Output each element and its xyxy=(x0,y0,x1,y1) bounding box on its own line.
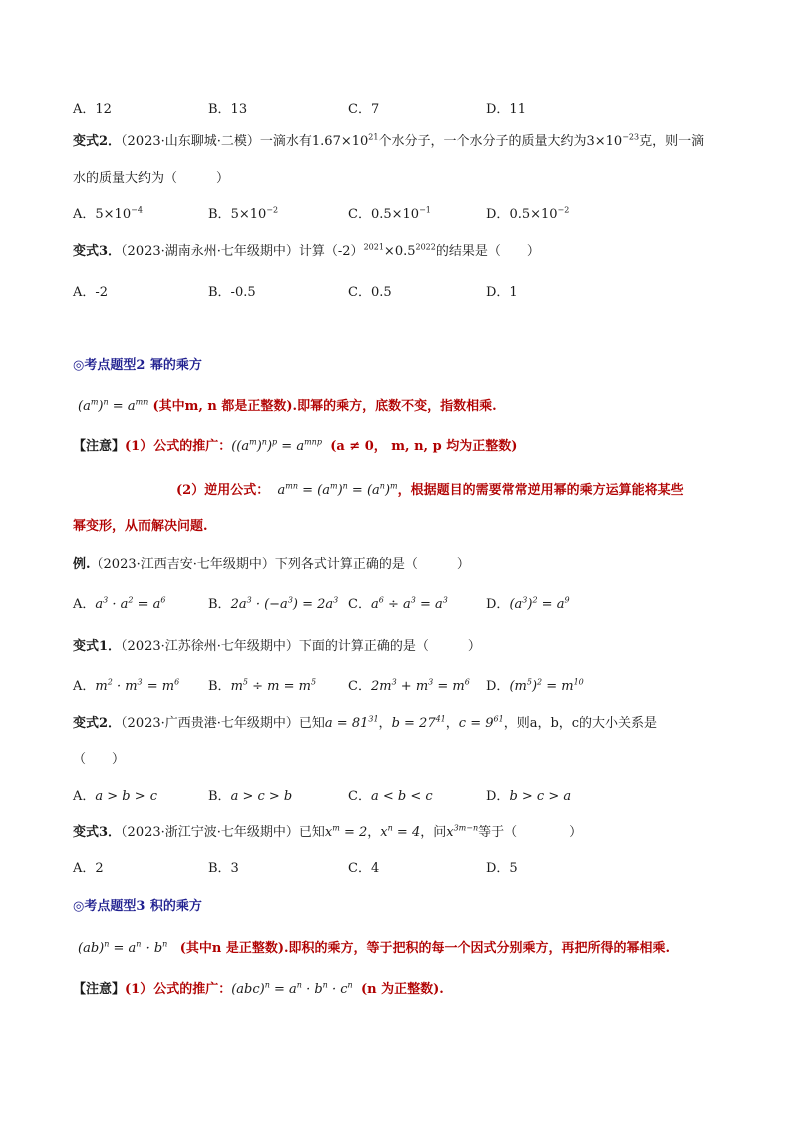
option-d: D．$(a^3)^2 = a^9$ xyxy=(486,595,570,612)
rule-formula: $(a^m)^n = a^{mn}$ (其中m, n 都是正整数).即幂的乘方，底数不变，指数相乘. xyxy=(78,397,497,414)
question-text: （2023·浙江宁波·七年级期中）已知 xyxy=(121,825,325,840)
note-1-condition: (n 为正整数). xyxy=(360,982,444,997)
question-text: （2023·江苏徐州·七年级期中）下面的计算正确的是（ ） xyxy=(121,639,481,654)
question-label: 变式3． xyxy=(73,825,122,840)
note-1: 【注意】(1）公式的推广：$(abc)^n = a^n \cdot b^n \cdot c^n$ (n 为正整数). xyxy=(73,980,444,997)
note-1-label: (1）公式的推广： xyxy=(125,982,232,997)
question-tail: 的结果是（ ） xyxy=(435,244,540,259)
option-a: A．$5\times 10^{-4}$ xyxy=(73,205,143,222)
question-tail: ，则a，b，c的大小关系是 xyxy=(503,716,658,731)
note-1: 【注意】(1）公式的推广：$((a^m)^n)^p = a^{mnp}$ (a ≠ 0， m, n, p 均为正整数) xyxy=(73,437,518,454)
question-tail-2: 等于（ ） xyxy=(478,825,583,840)
option-a: A．-2 xyxy=(73,285,109,300)
question-label: 变式1． xyxy=(73,639,122,654)
question-tail: ，问 xyxy=(420,825,447,840)
question-variant-3b: 变式3．（2023·浙江宁波·七年级期中）已知$x^m = 2$，$x^n = 4$，问$x^{3m-n}$等于（ ） xyxy=(73,823,583,840)
question-variant-1 xyxy=(73,638,481,656)
section-title: ◎考点题型3 积的乘方 xyxy=(73,899,202,914)
option-c: C．$a^6 \div a^3 = a^3$ xyxy=(348,595,448,612)
rule-description: (其中n 是正整数).即积的乘方，等于把积的每一个因式分别乘方，再把所得的幂相乘. xyxy=(179,941,671,956)
option-c: C．0.5 xyxy=(348,285,392,300)
note-1-condition: (a ≠ 0， m, n, p 均为正整数) xyxy=(330,439,518,454)
option-c: C．7 xyxy=(348,102,380,117)
option-d: D．$0.5\times 10^{-2}$ xyxy=(486,205,570,222)
example-question xyxy=(73,556,470,574)
question-variant-3 xyxy=(73,243,540,261)
note-label: 【注意】 xyxy=(73,982,126,997)
note-label: 【注意】 xyxy=(73,439,126,454)
note-2-text: ，根据题目的需要常常逆用幂的乘方运算能将某些 xyxy=(397,483,684,498)
option-c: C．$2m^3 + m^3 = m^6$ xyxy=(348,677,470,694)
question-tail: 克，则一滴 xyxy=(639,134,705,149)
option-b: B．$2a^3 \cdot (-a^3) = 2a^3$ xyxy=(208,595,339,612)
question-label: 变式2． xyxy=(73,716,122,731)
question-source: （2023·山东聊城·二模）一滴水有 xyxy=(121,134,312,149)
question-mid: 个水分子，一个水分子的质量大约为 xyxy=(378,134,587,149)
exponent-1: 2021 xyxy=(363,242,384,252)
option-c: C．a < b < c xyxy=(348,789,433,804)
option-a: A．$a^3 \cdot a^2 = a^6$ xyxy=(73,595,166,612)
molecule-mass: 3×10 xyxy=(586,134,623,149)
note-1-label: (1）公式的推广： xyxy=(125,439,232,454)
option-b: B．13 xyxy=(208,102,248,117)
option-c: C．$0.5\times 10^{-1}$ xyxy=(348,205,431,222)
question-label: 例. xyxy=(73,557,91,572)
option-b: B．$5\times 10^{-2}$ xyxy=(208,205,279,222)
option-a: A．a > b > c xyxy=(73,789,158,804)
question-label: 变式2． xyxy=(73,134,122,149)
molecule-count: 1.67×10 xyxy=(311,134,369,149)
option-d: D．1 xyxy=(486,285,518,300)
molecule-mass-exp: −23 xyxy=(622,132,640,142)
rule-description: (其中m, n 都是正整数).即幂的乘方，底数不变，指数相乘. xyxy=(152,399,497,414)
note-2-label: (2）逆用公式： xyxy=(176,483,270,498)
question-text: （2023·江西吉安·七年级期中）下列各式计算正确的是（ ） xyxy=(90,557,470,572)
question-variant-2 xyxy=(73,133,704,151)
question-text: （2023·广西贵港·七年级期中）已知 xyxy=(121,716,325,731)
option-a: A．$m^2 \cdot m^3 = m^6$ xyxy=(73,677,180,694)
option-d: D．$(m^5)^2 = m^{10}$ xyxy=(486,677,584,694)
option-b: B．3 xyxy=(208,861,239,876)
question-label: 变式3． xyxy=(73,244,122,259)
note-2: (2）逆用公式： $a^{mn} = (a^m)^n = (a^n)^m$，根据题目的需要常常逆用幂的乘方运算能将某些 xyxy=(176,481,684,498)
exponent-2: 2022 xyxy=(415,242,436,252)
rule-formula: $(ab)^n = a^n \cdot b^n$ (其中n 是正整数).即积的乘方，等于把积的每一个因式分别乘方，再把所得的幂相乘. xyxy=(78,939,671,956)
molecule-count-exp: 21 xyxy=(368,132,379,142)
section-title: ◎考点题型2 幂的乘方 xyxy=(73,358,202,373)
option-b: B．$m^5 \div m = m^5$ xyxy=(208,677,317,694)
question-variant-2b: 变式2．（2023·广西贵港·七年级期中）已知$a = 81^{31}$，$b = 27^{41}$，$c = 9^{61}$，则a，b，c的大小关系是 xyxy=(73,714,658,731)
option-c: C．4 xyxy=(348,861,380,876)
option-a: A．12 xyxy=(73,102,112,117)
option-d: D．b > c > a xyxy=(486,789,572,804)
question-line-2: （ ） xyxy=(73,752,126,767)
question-mid: ×0.5 xyxy=(383,244,416,259)
option-b: B．-0.5 xyxy=(208,285,256,300)
option-d: D．5 xyxy=(486,861,518,876)
question-source: （2023·湖南永州·七年级期中）计算（-2） xyxy=(121,244,364,259)
question-line-2: 水的质量大约为（ ） xyxy=(73,171,230,186)
option-d: D．11 xyxy=(486,102,526,117)
note-2-line-2: 幂变形，从而解决问题. xyxy=(73,519,208,534)
option-a: A．2 xyxy=(73,861,104,876)
option-b: B．a > c > b xyxy=(208,789,293,804)
